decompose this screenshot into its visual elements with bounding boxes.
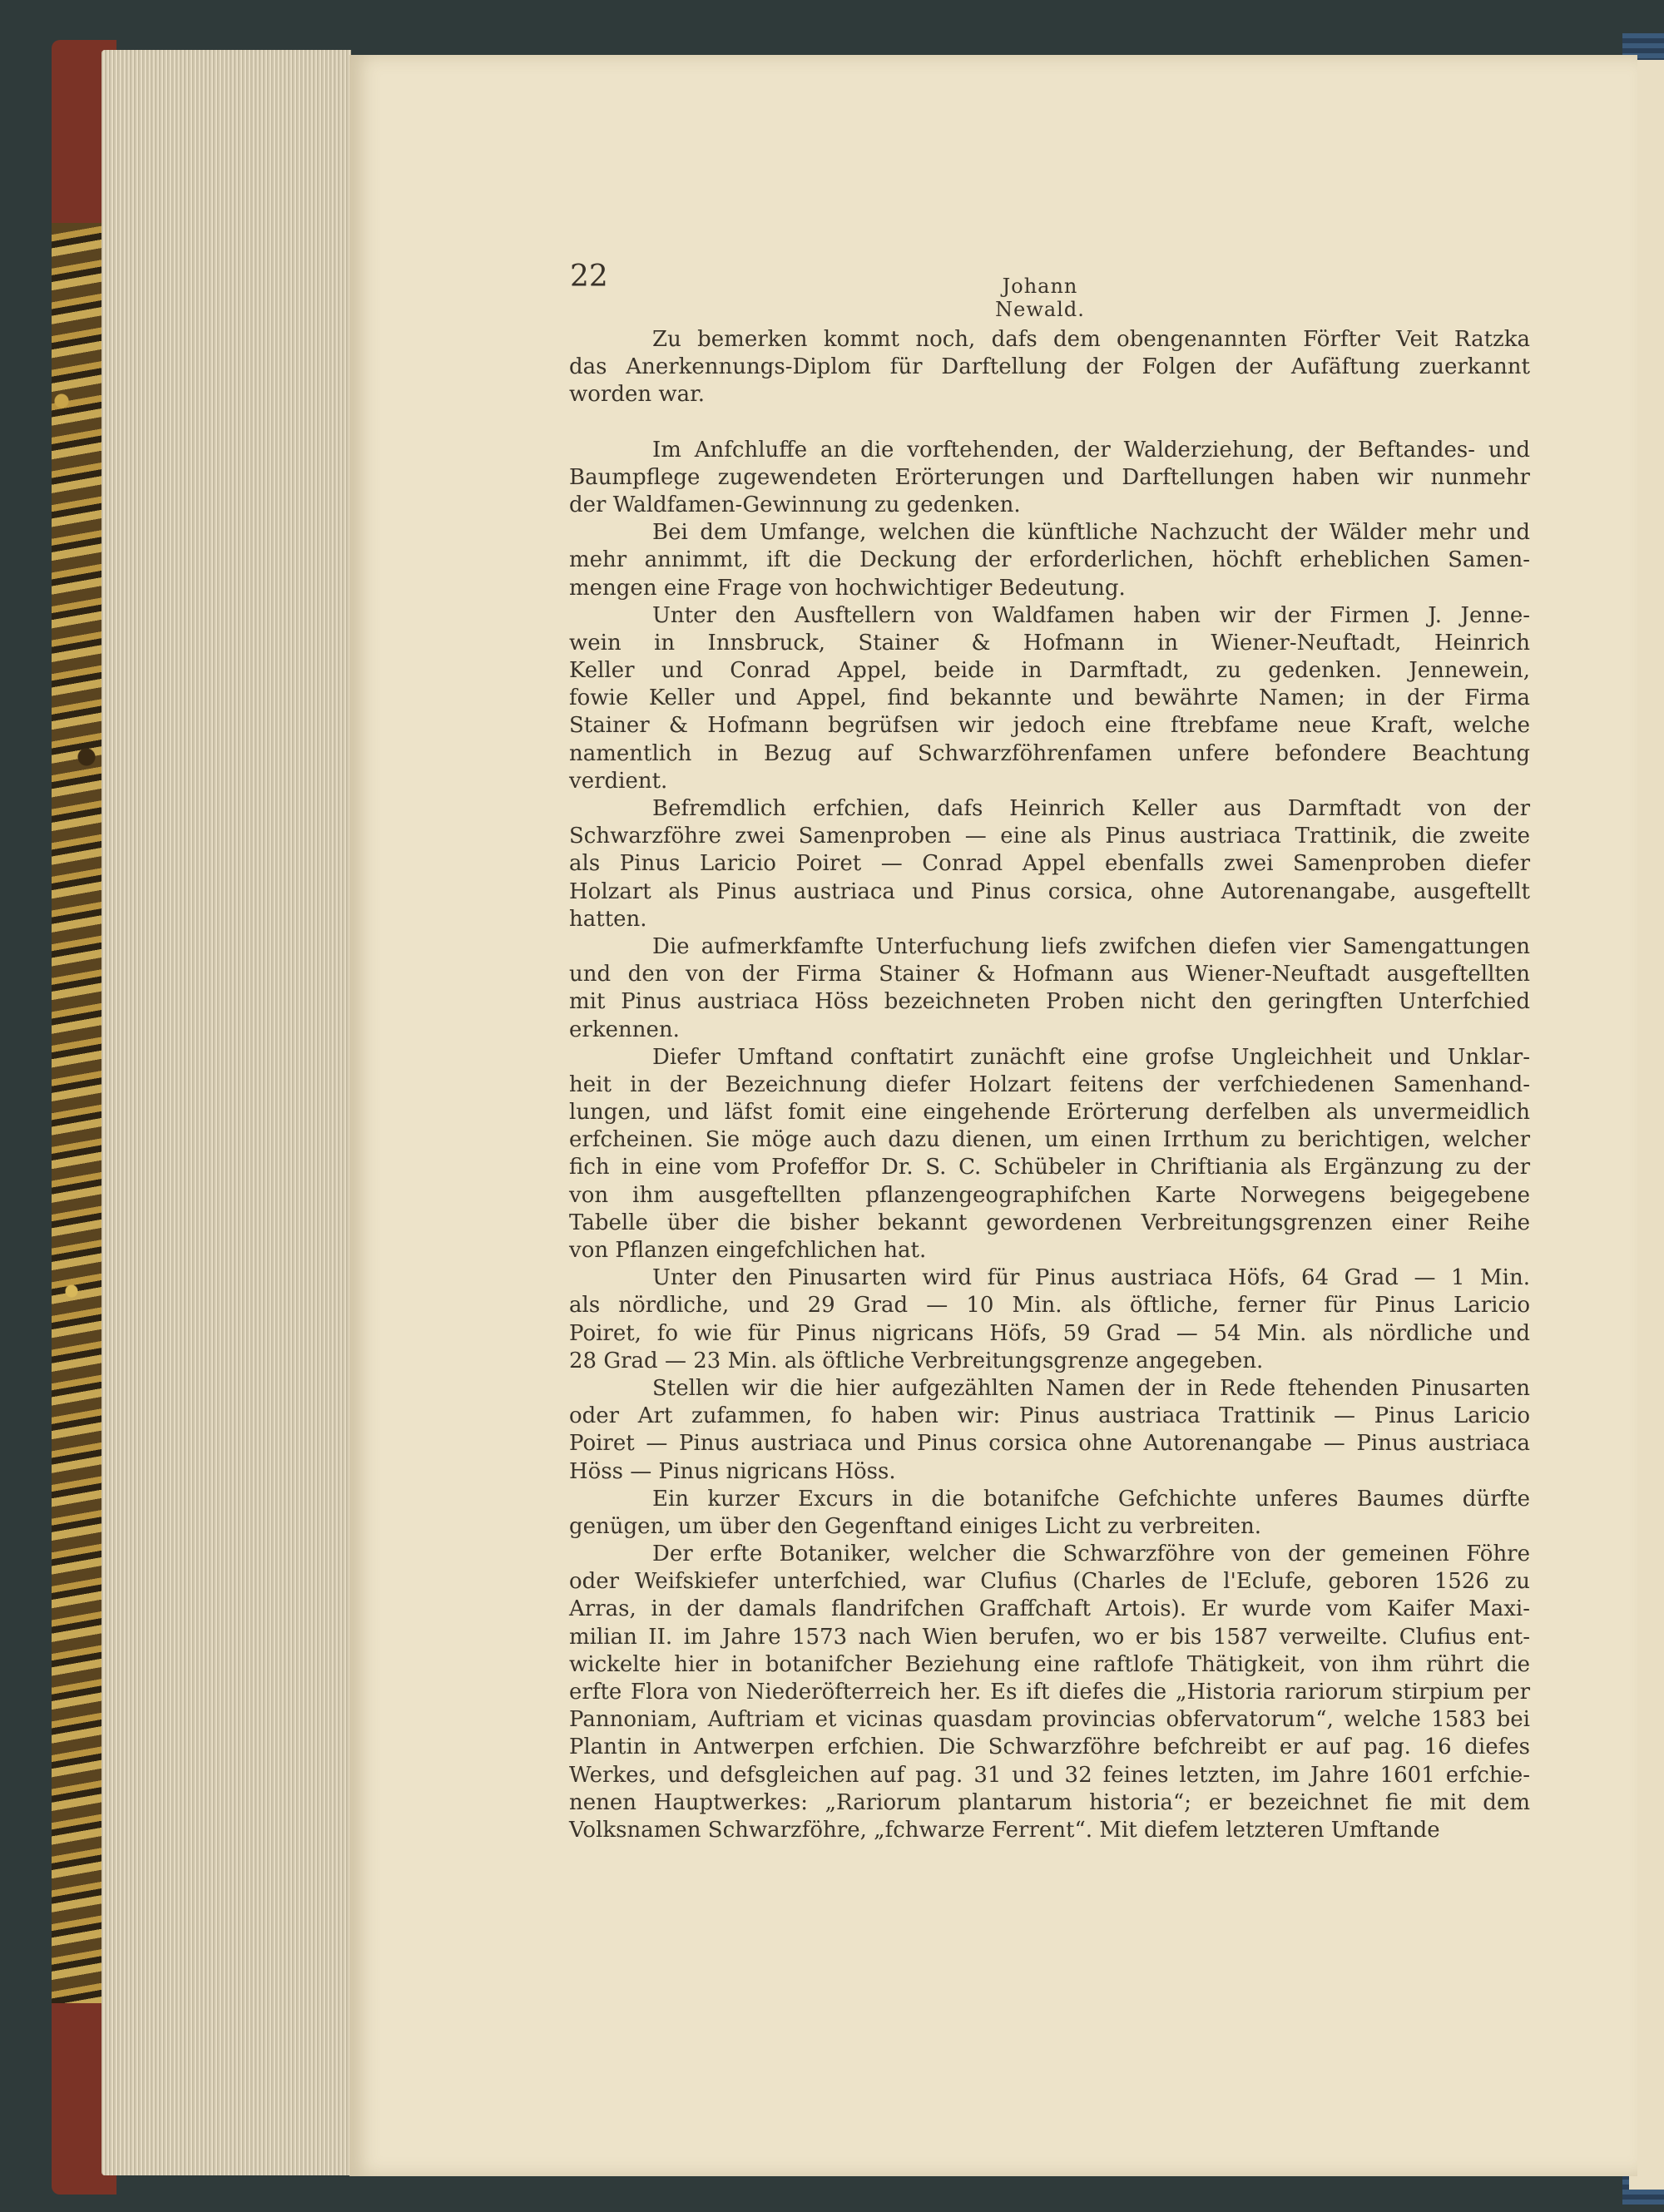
text-line: 28 Grad — 23 Min. als öftliche Verbreitungsgrenze angegeben. bbox=[569, 1348, 1264, 1373]
paragraph bbox=[569, 437, 1530, 520]
paragraph bbox=[569, 602, 1530, 795]
text-line: Der erfte Botaniker, welcher die Schwarzföhre von der gemeinen Föhre bbox=[652, 1541, 1530, 1567]
text-line: fich in eine vom Profeffor Dr. S. C. Schübeler in Chriftiania als Ergänzung zu der bbox=[569, 1155, 1530, 1180]
paragraph-gap bbox=[569, 409, 1530, 437]
paragraph bbox=[569, 1486, 1530, 1541]
text-line: fowie Keller und Appel, find bekannte und bewährte Namen; in der Firma bbox=[569, 685, 1530, 711]
paragraph bbox=[569, 519, 1530, 602]
text-line: oder Weifskiefer unterfchied, war Clufius (Charles de l'Eclufe, geboren 1526 zu bbox=[569, 1569, 1530, 1595]
text-line: hatten. bbox=[569, 906, 647, 932]
text-line: das Anerkennungs-Diplom für Darftellung der Folgen der Aufäftung zuerkannt bbox=[569, 354, 1530, 380]
text-line: erfte Flora von Niederöfterreich her. Es ift diefes die „Historia rariorum stirpium per bbox=[569, 1680, 1530, 1705]
paragraph bbox=[569, 326, 1530, 409]
text-line: Stainer & Hofmann begrüfsen wir jedoch eine ftrebfame neue Kraft, welche bbox=[569, 713, 1530, 739]
text-line: Baumpflege zugewendeten Erörterungen und Darftellungen haben wir nunmehr bbox=[569, 464, 1530, 490]
text-line: Bei dem Umfange, welchen die künftliche Nachzucht der Wälder mehr und bbox=[652, 520, 1530, 546]
text-line: Volksnamen Schwarzföhre, „fchwarze Ferrent“. Mit diefem letzteren Umftande bbox=[569, 1817, 1440, 1843]
text-line: Diefer Umftand conftatirt zunächft eine grofse Ungleichheit und Unklar- bbox=[652, 1044, 1530, 1070]
text-line: Arras, in der damals flandrifchen Graffchaft Artois). Er wurde vom Kaifer Maxi- bbox=[569, 1596, 1530, 1622]
paragraph bbox=[569, 933, 1530, 1044]
text-line: milian II. im Jahre 1573 nach Wien berufen, wo er bis 1587 verweilte. Clufius ent- bbox=[569, 1624, 1530, 1650]
text-line: Unter den Pinusarten wird für Pinus austriaca Höfs, 64 Grad — 1 Min. bbox=[652, 1265, 1530, 1291]
text-line: Pannoniam, Auftriam et vicinas quasdam provincias obfervatorum“, welche 1583 bei bbox=[569, 1707, 1530, 1733]
text-line: Schwarzföhre zwei Samenproben — eine als Pinus austriaca Trattinik, die zweite bbox=[569, 824, 1530, 849]
text-line: mit Pinus austriaca Höss bezeichneten Proben nicht den geringften Unterfchied bbox=[569, 989, 1530, 1015]
text-line: Ein kurzer Excurs in die botanifche Gefchichte unferes Baumes dürfte bbox=[652, 1486, 1530, 1512]
text-line: wickelte hier in botanifcher Beziehung eine raftlofe Thätigkeit, von ihm rührt die bbox=[569, 1651, 1530, 1677]
text-line: verdient. bbox=[569, 768, 668, 794]
text-line: und den von der Firma Stainer & Hofmann aus Wiener-Neuftadt ausgeftellten bbox=[569, 962, 1530, 987]
text-line: wein in Innsbruck, Stainer & Hofmann in Wiener-Neuftadt, Heinrich bbox=[569, 630, 1530, 656]
paragraph bbox=[569, 1044, 1530, 1265]
text-line: Im Anfchluffe an die vorftehenden, der Walderziehung, der Beftandes- und bbox=[652, 437, 1530, 463]
text-line: Stellen wir die hier aufgezählten Namen der in Rede ftehenden Pinusarten bbox=[652, 1375, 1530, 1401]
page-number: 22 bbox=[570, 260, 608, 294]
text-line: erkennen. bbox=[569, 1017, 680, 1042]
text-line: der Waldfamen-Gewinnung zu gedenken. bbox=[569, 492, 1021, 517]
body-text bbox=[569, 326, 1530, 1844]
text-line: von ihm ausgeftellten pflanzengeographifchen Karte Norwegens beigegebene bbox=[569, 1182, 1530, 1208]
text-line: genügen, um über den Gegenftand einiges Licht zu verbreiten. bbox=[569, 1513, 1261, 1539]
marbled-endpaper bbox=[52, 223, 102, 2003]
text-line: Befremdlich erfchien, dafs Heinrich Keller aus Darmftadt von der bbox=[652, 796, 1530, 821]
text-line: Tabelle über die bisher bekannt gewordenen Verbreitungsgrenzen einer Reihe bbox=[569, 1210, 1530, 1235]
text-line: Poiret, fo wie für Pinus nigricans Höfs, 59 Grad — 54 Min. als nördliche und bbox=[569, 1320, 1530, 1346]
text-line: namentlich in Bezug auf Schwarzföhrenfamen unfere befondere Beachtung bbox=[569, 740, 1530, 766]
text-line: Zu bemerken kommt noch, dafs dem obengenannten Förfter Veit Ratzka bbox=[652, 327, 1530, 352]
text-line: Keller und Conrad Appel, beide in Darmftadt, zu gedenken. Jennewein, bbox=[569, 658, 1530, 684]
text-line: oder Art zufammen, fo haben wir: Pinus austriaca Trattinik — Pinus Laricio bbox=[569, 1403, 1530, 1429]
text-line: Unter den Ausftellern von Waldfamen haben wir der Firmen J. Jenne- bbox=[652, 602, 1530, 628]
paragraph bbox=[569, 1264, 1530, 1375]
text-line: lungen, und läfst fomit eine eingehende Erörterung derfelben als unvermeidlich bbox=[569, 1100, 1530, 1126]
text-line: mehr annimmt, ift die Deckung der erforderlichen, höchft erheblichen Samen- bbox=[569, 547, 1530, 573]
text-line: erfcheinen. Sie möge auch dazu dienen, um einen Irrthum zu berichtigen, welcher bbox=[569, 1127, 1530, 1153]
text-line: Holzart als Pinus austriaca und Pinus corsica, ohne Autorenangabe, ausgeftellt bbox=[569, 878, 1530, 904]
text-line: Höss — Pinus nigricans Höss. bbox=[569, 1458, 896, 1484]
text-line: mengen eine Frage von hochwichtiger Bedeutung. bbox=[569, 575, 1126, 601]
text-line: nenen Hauptwerkes: „Rariorum plantarum historia“; er bezeichnet fie mit dem bbox=[569, 1789, 1530, 1815]
text-line: Poiret — Pinus austriaca und Pinus corsica ohne Autorenangabe — Pinus austriaca bbox=[569, 1431, 1530, 1457]
text-line: Werkes, und defsgleichen auf pag. 31 und 32 feines letzten, im Jahre 1601 erfchie- bbox=[569, 1762, 1530, 1788]
text-line: Plantin in Antwerpen erfchien. Die Schwarzföhre befchreibt er auf pag. 16 diefes bbox=[569, 1734, 1530, 1760]
text-line: als nördliche, und 29 Grad — 10 Min. als öftliche, ferner für Pinus Laricio bbox=[569, 1293, 1530, 1319]
running-head: Johann Newald. bbox=[995, 275, 1085, 321]
text-line: worden war. bbox=[569, 382, 705, 408]
paragraph bbox=[569, 795, 1530, 933]
paragraph bbox=[569, 1375, 1530, 1486]
text-line: als Pinus Laricio Poiret — Conrad Appel ebenfalls zwei Samenproben diefer bbox=[569, 851, 1530, 877]
text-line: von Pflanzen eingefchlichen hat. bbox=[569, 1238, 927, 1263]
page-edges bbox=[102, 50, 351, 2175]
text-line: heit in der Bezeichnung diefer Holzart feitens der verfchiedenen Samenhand- bbox=[569, 1071, 1530, 1097]
paragraph bbox=[569, 1541, 1530, 1844]
text-line: Die aufmerkfamfte Unterfuchung liefs zwifchen diefen vier Samengattungen bbox=[652, 933, 1530, 959]
